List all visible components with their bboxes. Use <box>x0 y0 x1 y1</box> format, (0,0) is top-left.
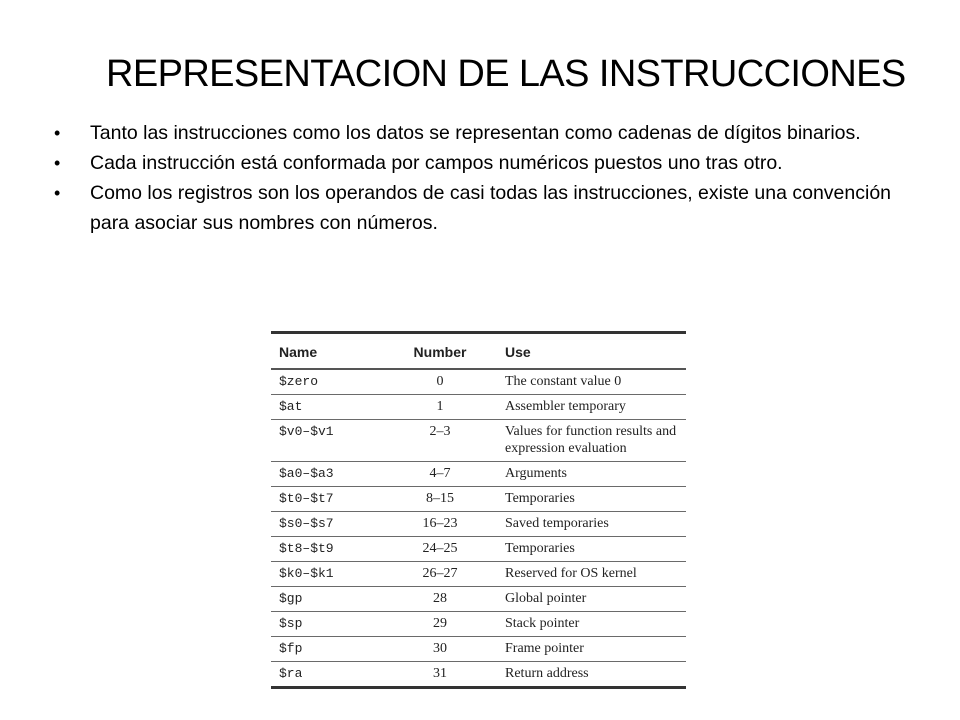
bullet-list <box>54 118 914 238</box>
register-use: Temporaries <box>497 537 686 562</box>
table-row <box>271 537 686 562</box>
bullet-item <box>54 148 914 178</box>
bullet-item <box>54 178 914 238</box>
register-use: Arguments <box>497 462 686 487</box>
register-number: 24–25 <box>383 537 497 562</box>
bullet-dot-icon: • <box>54 153 61 173</box>
register-name: $gp <box>271 587 383 612</box>
register-use: Reserved for OS kernel <box>497 562 686 587</box>
register-number: 31 <box>383 662 497 688</box>
table-row <box>271 562 686 587</box>
slide-title: REPRESENTACION DE LAS INSTRUCCIONES <box>106 53 906 95</box>
register-number: 30 <box>383 637 497 662</box>
register-name: $s0–$s7 <box>271 512 383 537</box>
register-name: $a0–$a3 <box>271 462 383 487</box>
register-use: Return address <box>497 662 686 688</box>
register-name: $t0–$t7 <box>271 487 383 512</box>
column-header-use: Use <box>497 333 686 370</box>
table-row <box>271 395 686 420</box>
register-number: 8–15 <box>383 487 497 512</box>
register-table-image <box>271 331 686 695</box>
register-table <box>271 331 686 689</box>
register-number: 2–3 <box>383 420 497 462</box>
register-use: Temporaries <box>497 487 686 512</box>
register-use: Values for function results and expression evaluation <box>497 420 686 462</box>
table-row <box>271 462 686 487</box>
register-number: 29 <box>383 612 497 637</box>
register-use: The constant value 0 <box>497 369 686 395</box>
table-row <box>271 612 686 637</box>
bullet-text: Cada instrucción está conformada por campos numéricos puestos uno tras otro. <box>90 152 783 174</box>
register-number: 1 <box>383 395 497 420</box>
register-use: Stack pointer <box>497 612 686 637</box>
column-header-name: Name <box>271 333 383 370</box>
column-header-number: Number <box>383 333 497 370</box>
table-row <box>271 512 686 537</box>
register-number: 26–27 <box>383 562 497 587</box>
register-name: $zero <box>271 369 383 395</box>
register-name: $v0–$v1 <box>271 420 383 462</box>
bullet-text: Tanto las instrucciones como los datos se representan como cadenas de dígitos binarios. <box>90 122 861 144</box>
bullet-text: Como los registros son los operandos de casi todas las instrucciones, existe una convención para asociar sus nombres con números. <box>90 182 892 234</box>
table-header-row <box>271 333 686 370</box>
register-name: $at <box>271 395 383 420</box>
table-row <box>271 420 686 462</box>
register-number: 4–7 <box>383 462 497 487</box>
register-name: $ra <box>271 662 383 688</box>
register-name: $sp <box>271 612 383 637</box>
bullet-dot-icon: • <box>54 183 61 203</box>
table-row <box>271 487 686 512</box>
register-number: 16–23 <box>383 512 497 537</box>
table-row <box>271 369 686 395</box>
register-number: 28 <box>383 587 497 612</box>
table-row <box>271 587 686 612</box>
register-use: Saved temporaries <box>497 512 686 537</box>
register-use: Frame pointer <box>497 637 686 662</box>
register-name: $t8–$t9 <box>271 537 383 562</box>
table-row <box>271 637 686 662</box>
register-name: $k0–$k1 <box>271 562 383 587</box>
bullet-dot-icon: • <box>54 123 61 143</box>
register-number: 0 <box>383 369 497 395</box>
table-row <box>271 662 686 688</box>
register-name: $fp <box>271 637 383 662</box>
register-use: Global pointer <box>497 587 686 612</box>
bullet-item <box>54 118 914 148</box>
register-use: Assembler temporary <box>497 395 686 420</box>
